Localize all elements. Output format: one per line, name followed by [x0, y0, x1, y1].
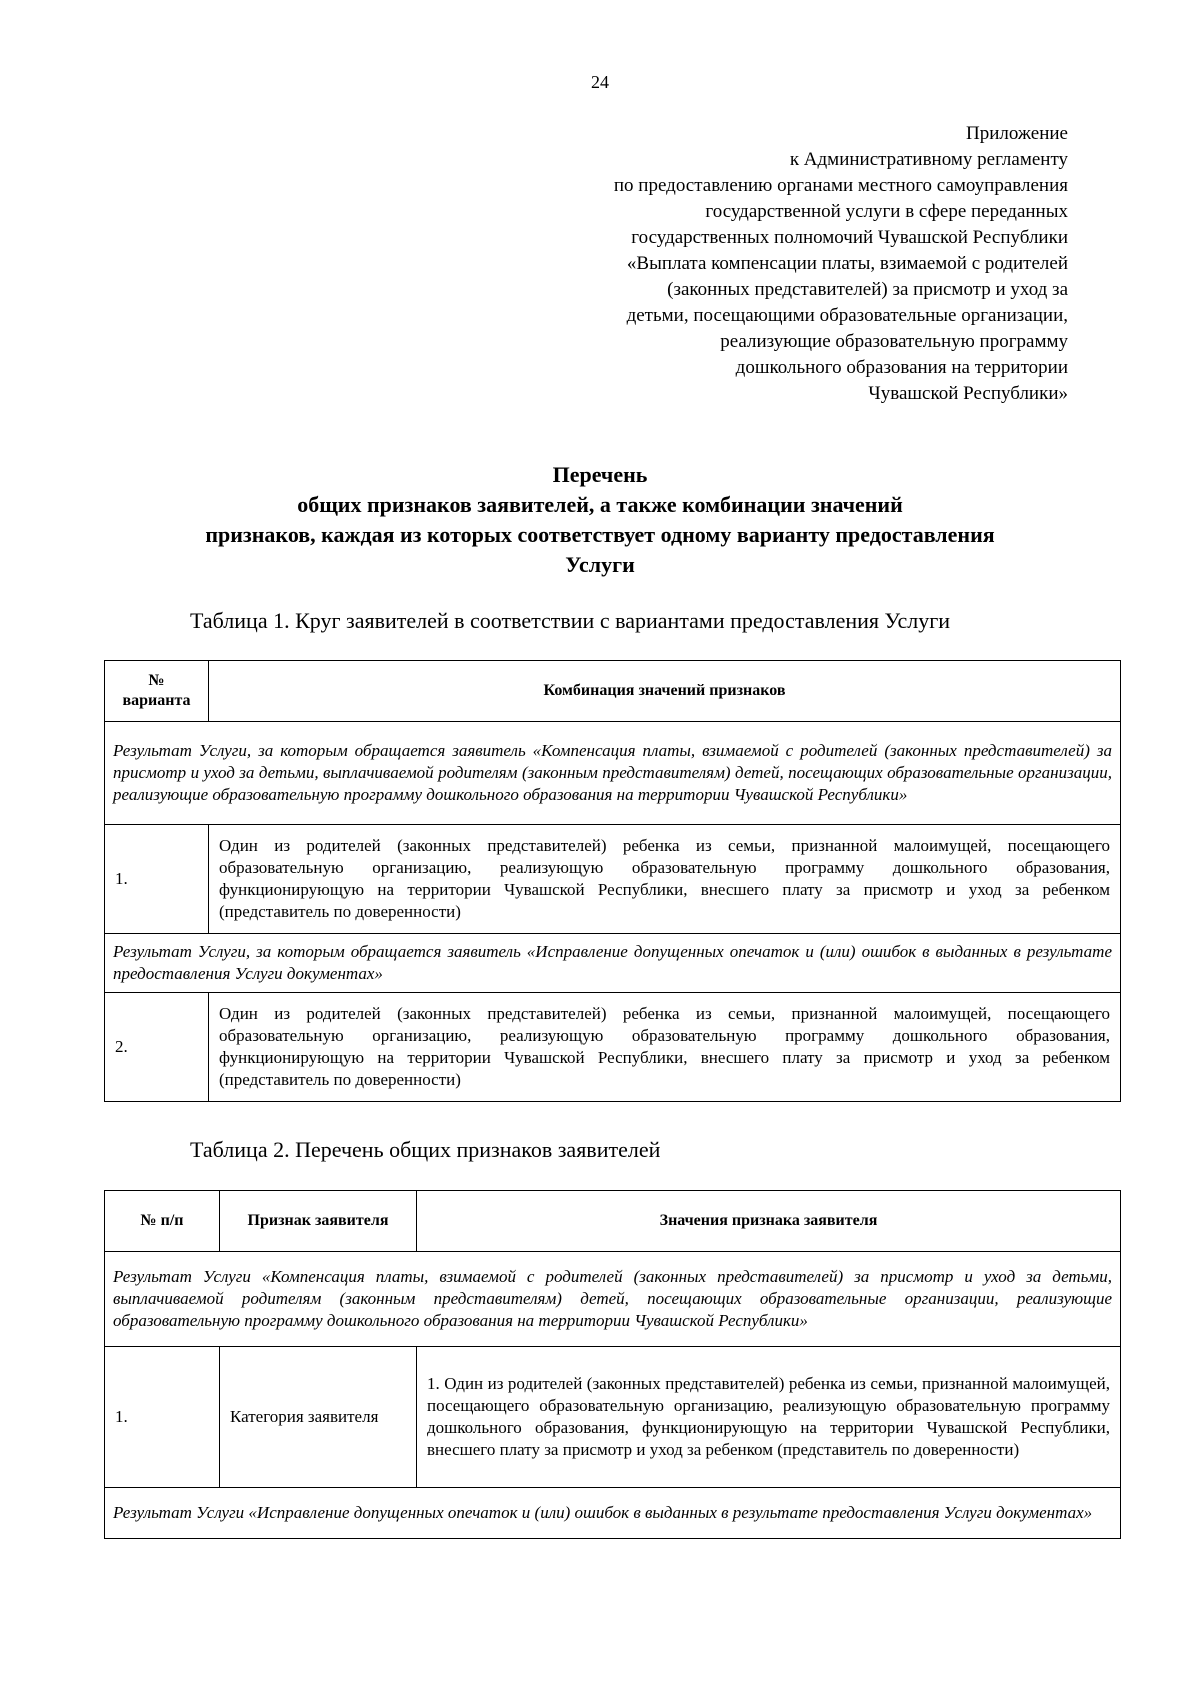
table2-result-1: Результат Услуги «Компенсация платы, взимаемой с родителей (законных представителей) за присмотр и уход за детьми, выплачиваемой родителям (законным представителям) детей, посещающих образовательные организации, реализующие образовательную программу дошкольного образования на территории Чувашской Республики»: [105, 1252, 1121, 1347]
table1-row: [105, 993, 1121, 1102]
table2-row-1-value: 1. Один из родителей (законных представителей) ребенка из семьи, признанной малоимущей, посещающего образовательную организацию, реализующую образовательную программу дошкольного образования, функционирующую на территории Чувашской Республики, внесшего плату за присмотр и уход за ребенком (представитель по доверенности): [417, 1347, 1121, 1488]
table2-row-1-feature: Категория заявителя: [220, 1347, 417, 1488]
table2-result-row: [105, 1252, 1121, 1347]
table2-row: [105, 1347, 1121, 1488]
appendix-line: по предоставлению органами местного самоуправления: [613, 175, 1068, 196]
table2-result-2: Результат Услуги «Исправление допущенных опечаток и (или) ошибок в выданных в результате предоставления Услуги документах»: [105, 1488, 1121, 1539]
table1-row-1-text: Один из родителей (законных представителей) ребенка из семьи, признанной малоимущей, посещающего образовательную организацию, реализующую образовательную программу дошкольного образования, функционирующую на территории Чувашской Республики, внесшего плату за присмотр и уход за ребенком (представитель по доверенности): [209, 825, 1121, 934]
table1-result-1: Результат Услуги, за которым обращается заявитель «Компенсация платы, взимаемой с родителей (законных представителей) за присмотр и уход за детьми, выплачиваемой родителям (законным представителям) детей, посещающих образовательные организации, реализующие образовательную программу дошкольного образования на территории Чувашской Республики»: [105, 722, 1121, 825]
table2-caption: Таблица 2. Перечень общих признаков заявителей: [190, 1137, 661, 1162]
appendix-line: «Выплата компенсации платы, взимаемой с родителей: [626, 253, 1068, 274]
appendix-line: к Административному регламенту: [789, 149, 1068, 170]
appendix-line: детьми, посещающими образовательные организации,: [626, 305, 1068, 326]
table1-row-1-num: 1.: [105, 825, 209, 934]
table1-row: [105, 825, 1121, 934]
table2: [104, 1190, 1121, 1539]
title-line: признаков, каждая из которых соответствует одному варианту предоставления: [205, 522, 995, 547]
appendix-line: Приложение: [966, 123, 1068, 144]
document-title: [120, 460, 1080, 580]
table1-row-2-num: 2.: [105, 993, 209, 1102]
table1-header-row: [105, 661, 1121, 722]
table2-row-1-num: 1.: [105, 1347, 220, 1488]
table1: [104, 660, 1121, 1102]
title-line: Услуги: [565, 552, 635, 577]
table1-header-variant: № варианта: [105, 661, 209, 722]
appendix-line: государственных полномочий Чувашской Республики: [631, 227, 1068, 248]
table1-row-2-text: Один из родителей (законных представителей) ребенка из семьи, признанной малоимущей, посещающего образовательную организацию, реализующую образовательную программу дошкольного образования, функционирующую на территории Чувашской Республики, внесшего плату за присмотр и уход за ребенком (представитель по доверенности): [209, 993, 1121, 1102]
table2-header-number: № п/п: [105, 1191, 220, 1252]
table2-header-feature: Признак заявителя: [220, 1191, 417, 1252]
table2-result-row: [105, 1488, 1121, 1539]
table1-header-combination: Комбинация значений признаков: [209, 661, 1121, 722]
appendix-line: государственной услуги в сфере переданных: [705, 201, 1068, 222]
table1-result-2: Результат Услуги, за которым обращается заявитель «Исправление допущенных опечаток и (или) ошибок в выданных в результате предоставления Услуги документах»: [105, 934, 1121, 993]
table2-header-row: [105, 1191, 1121, 1252]
appendix-line: реализующие образовательную программу: [720, 331, 1068, 352]
table2-header-values: Значения признака заявителя: [417, 1191, 1121, 1252]
table1-caption: Таблица 1. Круг заявителей в соответствии с вариантами предоставления Услуги: [190, 608, 950, 633]
table1-result-row: [105, 722, 1121, 825]
appendix-block: [614, 121, 1068, 407]
table1-result-row: [105, 934, 1121, 993]
page-number: 24: [591, 72, 609, 92]
appendix-line: (законных представителей) за присмотр и уход за: [667, 279, 1068, 300]
title-line: общих признаков заявителей, а также комбинации значений: [297, 492, 903, 517]
title-line: Перечень: [552, 462, 648, 487]
appendix-line: дошкольного образования на территории: [735, 357, 1068, 378]
appendix-line: Чувашской Республики»: [868, 383, 1068, 404]
